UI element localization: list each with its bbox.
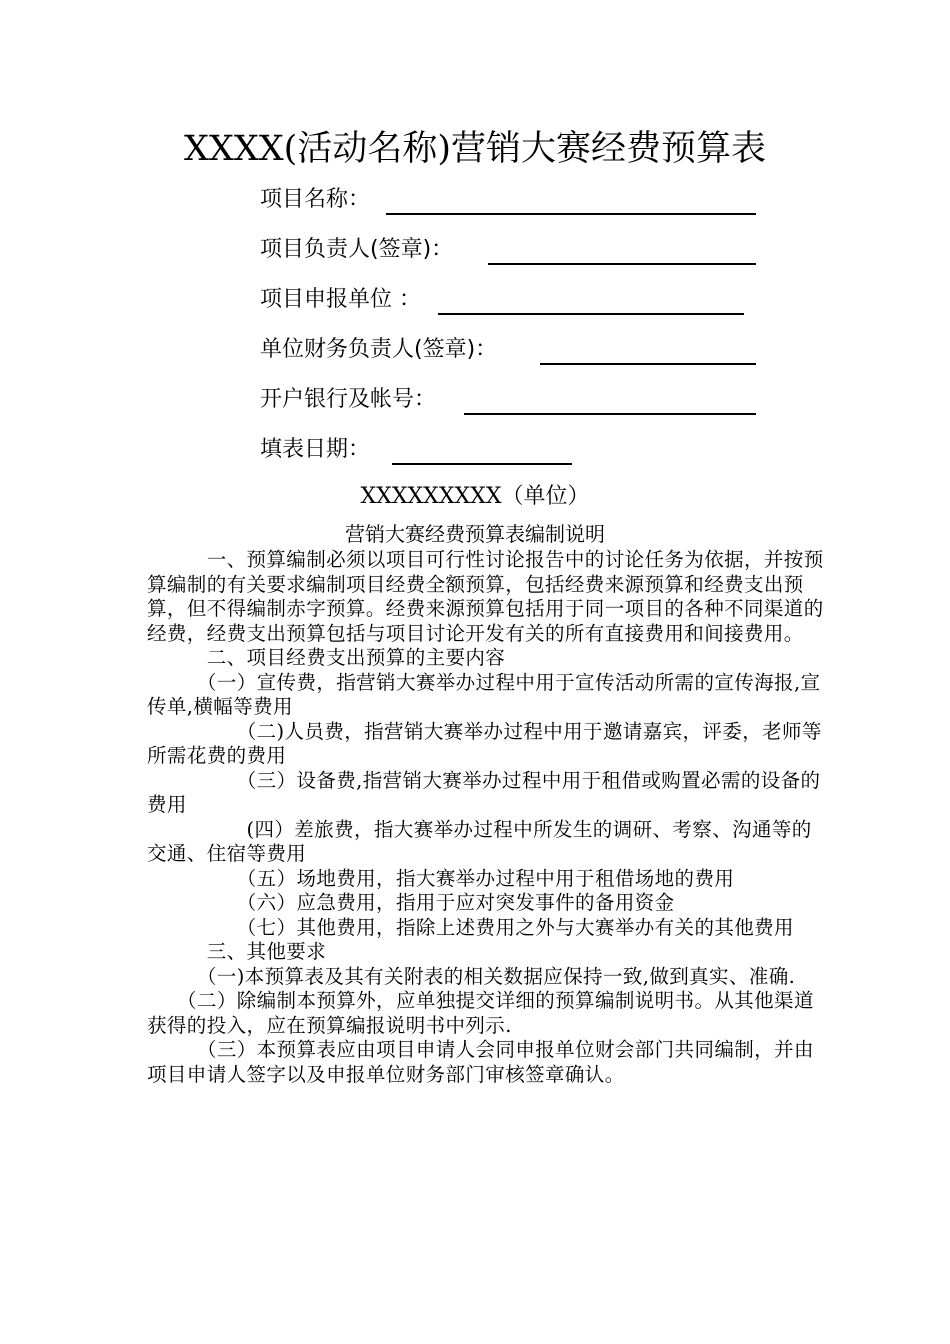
field-label: 项目申报单位 ： — [260, 287, 421, 312]
paragraph: （五）场地费用，指大赛举办过程中用于租借场地的费用 — [147, 866, 735, 890]
paragraph: (四）差旅费，指大赛举办过程中所发生的调研、考察、沟通等的交通、住宿等费用 — [147, 817, 812, 865]
bank-account-field — [260, 385, 436, 415]
field-label: 项目名称： — [260, 187, 371, 212]
document-title: XXXX(活动名称)营销大赛经费预算表 — [184, 129, 766, 169]
field-label: 填表日期： — [260, 437, 371, 462]
fill-in-line — [488, 263, 756, 265]
paragraph: （三）设备费,指营销大赛举办过程中用于租借或购置必需的设备的费用 — [147, 768, 821, 816]
fill-in-line — [464, 413, 756, 415]
fill-in-line — [438, 313, 744, 315]
finance-leader-field — [260, 335, 497, 365]
applicant-unit-field — [260, 285, 421, 315]
paragraph: （七）其他费用，指除上述费用之外与大赛举办有关的其他费用 — [147, 915, 794, 939]
fill-in-line — [392, 463, 572, 465]
paragraph: （一)本预算表及其有关附表的相关数据应保持一致,做到真实、准确. — [147, 964, 796, 988]
field-label: 项目负责人(签章)： — [260, 237, 454, 262]
fill-date-field — [260, 435, 370, 465]
field-label: 开户银行及帐号： — [260, 387, 437, 412]
paragraph: （三）本预算表应由项目申请人会同申报单位财会部门共同编制，并由项目申请人签字以及申报单位财务部门审核签章确认。 — [147, 1038, 814, 1086]
instructions-body — [147, 548, 827, 1087]
fill-in-line — [540, 363, 756, 365]
paragraph: 二、项目经费支出预算的主要内容 — [147, 646, 506, 669]
project-name-field — [260, 185, 370, 215]
paragraph: （二)人员费，指营销大赛举办过程中用于邀请嘉宾，评委，老师等所需花费的费用 — [147, 719, 822, 767]
paragraph: 一、预算编制必须以项目可行性讨论报告中的讨论任务为依据，并按预算编制的有关要求编制项目经费全额预算，包括经费来源预算和经费支出预算，但不得编制赤字预算。经费来源预算包括用于同一项目的各种不同渠道的经费，经费支出预算包括与项目讨论开发有关的所有直接费用和间接费用。 — [147, 548, 824, 645]
paragraph: （六）应急费用，指用于应对突发事件的备用资金 — [147, 891, 675, 914]
paragraph: 三、其他要求 — [147, 940, 327, 963]
section-title: 营销大赛经费预算表编制说明 — [345, 522, 605, 546]
project-leader-field — [260, 235, 453, 265]
fill-in-line — [386, 213, 756, 215]
field-label: 单位财务负责人(签章)： — [260, 337, 498, 362]
unit-name: XXXXXXXXX（单位） — [360, 484, 590, 509]
paragraph: （一）宣传费，指营销大赛举办过程中用于宣传活动所需的宣传海报,宣传单,横幅等费用 — [147, 670, 821, 718]
paragraph: （二）除编制本预算外，应单独提交详细的预算编制说明书。从其他渠道获得的投入，应在预算编报说明书中列示. — [147, 989, 814, 1037]
